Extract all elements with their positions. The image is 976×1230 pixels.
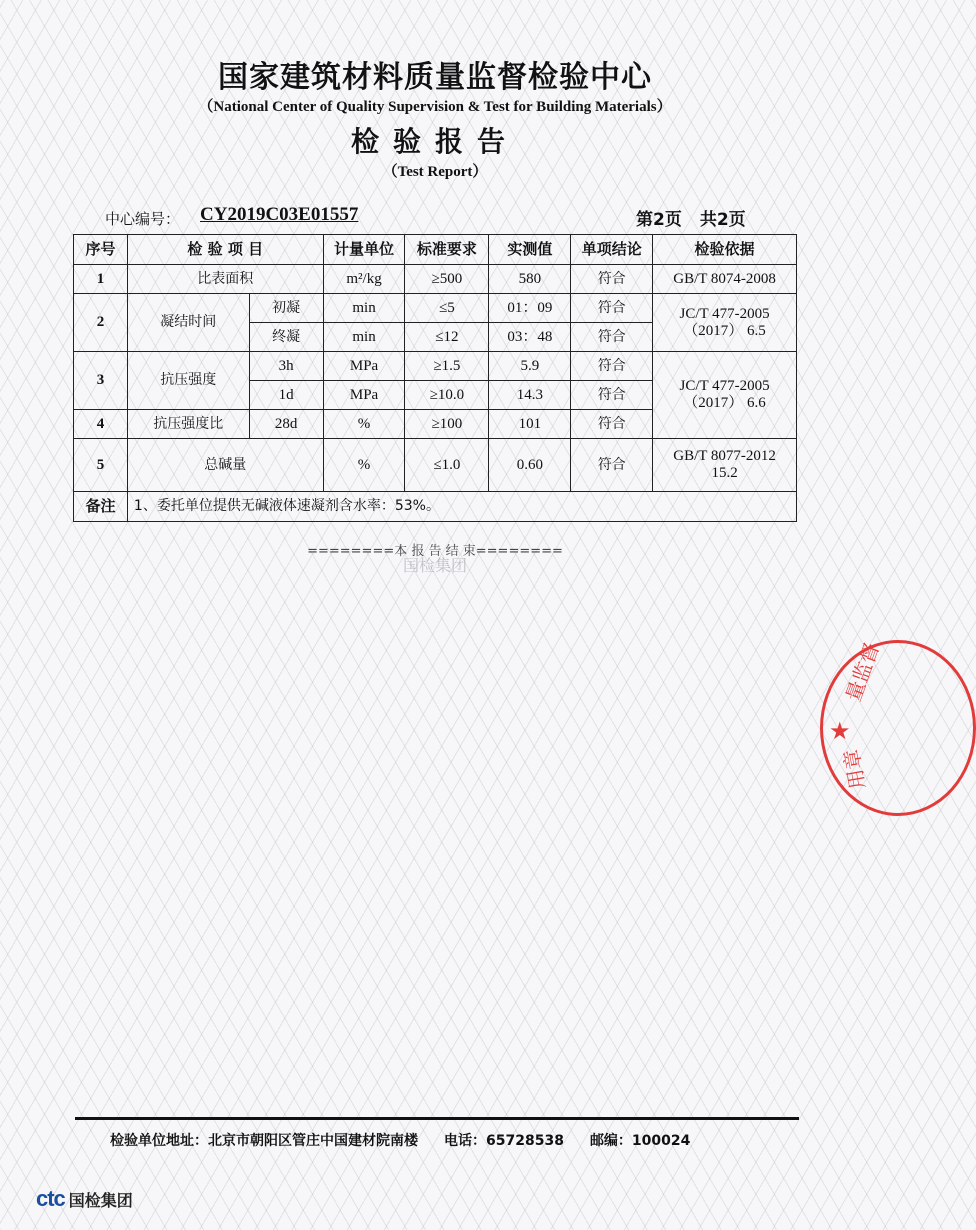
page-info	[636, 205, 764, 230]
basis-clause: （2017） 6.5	[683, 322, 766, 339]
row-conclusion: 符合	[571, 410, 653, 439]
page-number: 第2页	[636, 210, 682, 230]
basis-clause: （2017） 6.6	[683, 395, 766, 411]
row-requirement: ≤12	[405, 323, 489, 352]
row-no: 1	[74, 265, 128, 294]
official-seal	[820, 640, 976, 816]
row-no: 5	[74, 439, 128, 492]
row-basis	[653, 439, 797, 492]
header-conclusion: 单项结论	[571, 235, 653, 265]
footer-info	[110, 1130, 716, 1150]
row-unit: min	[323, 323, 405, 352]
row-item: 抗压强度	[127, 352, 249, 410]
row-unit: %	[323, 439, 405, 492]
table-row	[74, 439, 797, 492]
center-no: CY2019C03E01557	[200, 204, 359, 225]
row-requirement: ≤1.0	[405, 439, 489, 492]
footer-divider	[75, 1117, 799, 1120]
report-title-en: （Test Report）	[382, 164, 488, 180]
row-sub-item: 3h	[249, 352, 323, 381]
basis-standard: GB/T 8077-2012	[673, 448, 776, 464]
row-sub-item: 终凝	[249, 323, 323, 352]
note-label: 备注	[74, 492, 128, 522]
row-requirement: ≥1.5	[405, 352, 489, 381]
row-value: 14.3	[489, 381, 571, 410]
row-requirement: ≤5	[405, 294, 489, 323]
row-requirement: ≥100	[405, 410, 489, 439]
row-basis: GB/T 8074-2008	[653, 265, 797, 294]
row-item: 比表面积	[127, 265, 323, 294]
basis-clause: 15.2	[711, 465, 738, 481]
seal-text-bottom: 用章	[839, 747, 870, 792]
company-logo	[36, 1186, 133, 1212]
row-no: 4	[74, 410, 128, 439]
title-en: （National Center of Quality Supervision & Test for Building Materials）	[198, 99, 672, 115]
row-basis	[653, 352, 797, 439]
table-row	[74, 294, 797, 323]
table-row	[74, 265, 797, 294]
watermark: 国检集团	[402, 556, 467, 575]
row-conclusion: 符合	[571, 381, 653, 410]
row-value: 101	[489, 410, 571, 439]
row-no: 3	[74, 352, 128, 410]
row-sub-item: 28d	[249, 410, 323, 439]
row-item: 抗压强度比	[127, 410, 249, 439]
center-no-label: 中心编号：	[105, 210, 181, 228]
footer-phone: 电话：65728538	[444, 1133, 564, 1149]
row-unit: m²/kg	[323, 265, 405, 294]
row-value: 5.9	[489, 352, 571, 381]
row-value: 03：48	[489, 323, 571, 352]
row-requirement: ≥500	[405, 265, 489, 294]
table-header-row	[74, 235, 797, 265]
ctc-logo-icon: ctc	[36, 1186, 65, 1211]
note-row	[74, 492, 797, 522]
table-row	[74, 352, 797, 381]
row-conclusion: 符合	[571, 294, 653, 323]
basis-standard: JC/T 477-2005	[679, 378, 770, 394]
test-results-table	[73, 234, 797, 522]
row-conclusion: 符合	[571, 352, 653, 381]
company-name: 国检集团	[68, 1190, 133, 1210]
row-sub-item: 1d	[249, 381, 323, 410]
title-cn: 国家建筑材料质量监督检验中心	[218, 60, 652, 95]
row-basis	[653, 294, 797, 352]
row-unit: %	[323, 410, 405, 439]
header-basis: 检验依据	[653, 235, 797, 265]
note-text: 1、委托单位提供无碱液体速凝剂含水率：53%。	[127, 492, 796, 522]
row-sub-item: 初凝	[249, 294, 323, 323]
seal-star-icon: ★	[829, 717, 851, 745]
row-item: 总碱量	[127, 439, 323, 492]
header-requirement: 标准要求	[405, 235, 489, 265]
row-unit: MPa	[323, 381, 405, 410]
header-unit: 计量单位	[323, 235, 405, 265]
page-total: 共2页	[699, 210, 746, 230]
header-no: 序号	[74, 235, 128, 265]
report-title-cn: 检验报告	[350, 125, 519, 158]
row-conclusion: 符合	[571, 439, 653, 492]
row-no: 2	[74, 294, 128, 352]
row-value: 0.60	[489, 439, 571, 492]
report-end-line: ========本 报 告 结 束========	[307, 544, 563, 559]
basis-standard: JC/T 477-2005	[679, 305, 770, 322]
header-value: 实测值	[489, 235, 571, 265]
header-item: 检 验 项 目	[127, 235, 323, 265]
row-value: 01：09	[489, 294, 571, 323]
footer-address: 检验单位地址：北京市朝阳区管庄中国建材院南楼	[110, 1133, 418, 1149]
row-value: 580	[489, 265, 571, 294]
footer-postcode: 邮编：100024	[589, 1133, 691, 1149]
row-unit: min	[323, 294, 405, 323]
row-unit: MPa	[323, 352, 405, 381]
seal-text-top: 量监督	[840, 639, 884, 705]
row-item: 凝结时间	[127, 294, 249, 352]
row-requirement: ≥10.0	[405, 381, 489, 410]
row-conclusion: 符合	[571, 323, 653, 352]
row-conclusion: 符合	[571, 265, 653, 294]
